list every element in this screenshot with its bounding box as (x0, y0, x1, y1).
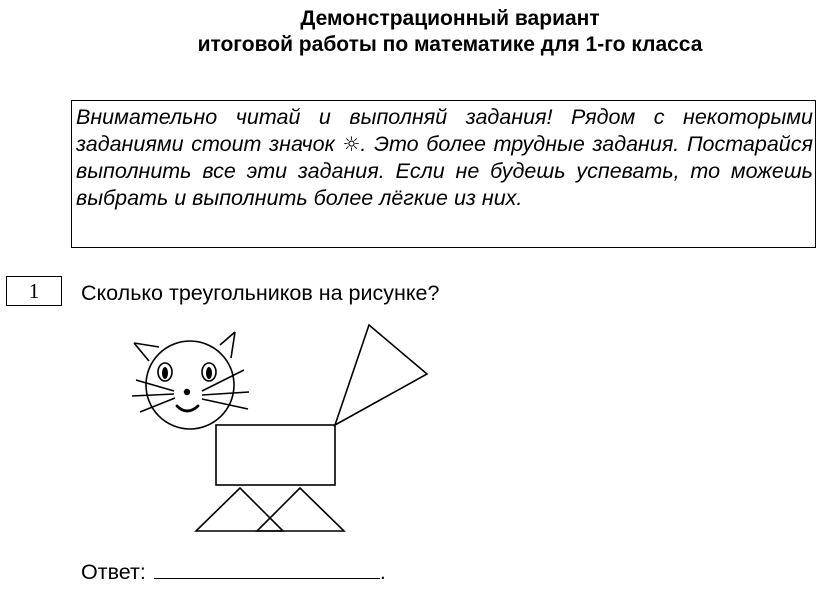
right-pupil (206, 367, 212, 379)
sun-icon: ☼ (342, 132, 361, 156)
cat-nose (184, 389, 190, 395)
answer-field[interactable] (154, 560, 380, 579)
whisker-left-1 (136, 380, 174, 391)
whisker-left-2 (132, 394, 174, 396)
answer-line (81, 559, 386, 585)
instructions-text-part-2: . Это более трудные задания. Постарайся выполнить все эти задания. Если не будешь успевать, то можешь выбрать и выполнить более лёгкие из них. (76, 132, 813, 210)
cat-body (216, 425, 335, 485)
title-line-2: итоговой работы по математике для 1-го класса (197, 33, 703, 56)
cat-mouth (177, 406, 198, 411)
instructions-text-part-1: Внимательно читай и выполняй задания! Рядом с некоторыми заданиями стоит значок (76, 105, 813, 156)
title-line-1: Демонстрационный вариант (300, 7, 600, 30)
whisker-right-2 (202, 392, 249, 395)
whisker-right-3 (202, 399, 248, 409)
leg-triangle-left (196, 488, 283, 531)
answer-label: Ответ: (81, 560, 146, 584)
left-pupil (162, 367, 168, 379)
answer-period: . (379, 560, 386, 584)
task-number-box: 1 (6, 276, 62, 306)
cat-head (146, 341, 234, 429)
cat-tail-triangle (335, 325, 427, 425)
whisker-left-3 (140, 398, 175, 412)
task-question: Сколько треугольников на рисунке? (81, 281, 440, 305)
leg-triangle-right (257, 488, 344, 531)
